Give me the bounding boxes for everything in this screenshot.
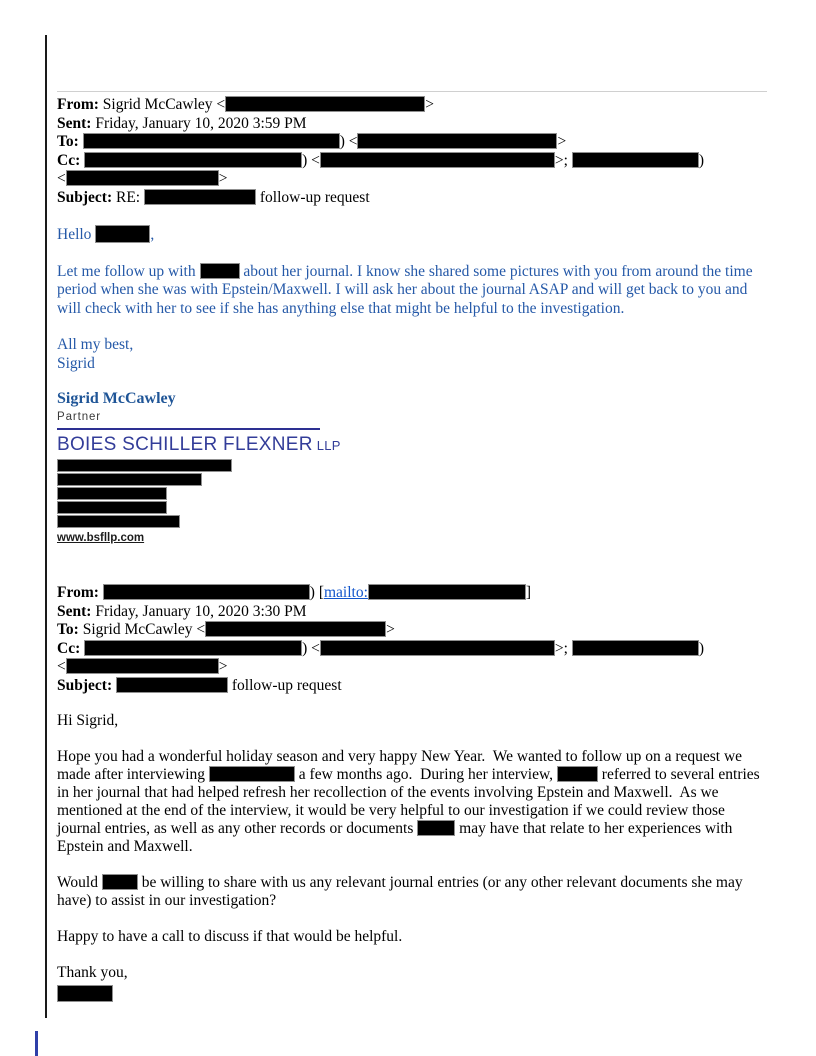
- email2-cc-wrap-line: [57, 658, 769, 677]
- email2-to-line: [57, 621, 769, 640]
- email2-closing: [57, 964, 769, 1002]
- email2-paragraph-2: [57, 874, 769, 910]
- email1-body: [57, 225, 769, 373]
- sent-value: Friday, January 10, 2020 3:30 PM: [91, 602, 307, 620]
- from-label: From:: [57, 96, 99, 113]
- redaction-bar: [83, 133, 340, 149]
- paragraph-text: a few months ago. During her interview,: [294, 766, 557, 783]
- redaction-bar: [205, 621, 386, 637]
- signature-title: Partner: [57, 411, 102, 423]
- redaction-bar: [66, 658, 219, 674]
- redaction-bar: [84, 640, 302, 656]
- redaction-bar: [57, 515, 180, 528]
- email1-from-line: [57, 96, 769, 115]
- to-close: >: [386, 621, 395, 638]
- cc-mid2: >;: [554, 151, 572, 169]
- cc-mid: ) <: [302, 639, 320, 657]
- redaction-bar: [144, 189, 256, 205]
- angle-close: >: [218, 170, 228, 187]
- subject-suffix: follow-up request: [227, 676, 342, 694]
- subject-prefix: RE:: [112, 188, 144, 206]
- sent-label: Sent:: [57, 602, 92, 620]
- signoff-line: All my best,: [57, 336, 134, 353]
- redaction-bar: [572, 640, 699, 656]
- firm-name: BOIES SCHILLER FLEXNER: [57, 434, 313, 455]
- bottom-left-blue-mark: [35, 1031, 38, 1056]
- email2-greeting: Hi Sigrid,: [57, 712, 119, 729]
- to-mid: ) <: [339, 133, 358, 150]
- signature-name: Sigrid McCawley: [57, 390, 176, 407]
- redaction-bar: [200, 263, 240, 279]
- redaction-bar: [225, 96, 425, 112]
- angle-close: >: [218, 658, 228, 675]
- mailto-link[interactable]: mailto:: [323, 584, 368, 601]
- sent-label: Sent:: [57, 114, 92, 132]
- email2-from-line: [57, 584, 769, 603]
- email2-body: [57, 712, 769, 1002]
- signature-divider: [57, 428, 320, 430]
- redaction-bar: [102, 874, 138, 890]
- email2-sent-line: [57, 603, 769, 622]
- redaction-bar: [320, 640, 555, 656]
- redaction-bar: [57, 985, 113, 1002]
- email1-greeting: [57, 225, 769, 245]
- firm-logo-text: [57, 433, 769, 457]
- email-document: [57, 0, 769, 1002]
- email2-paragraph-3: Happy to have a call to discuss if that would be helpful.: [57, 928, 403, 945]
- website-link[interactable]: www.bsfllp.com: [57, 532, 145, 544]
- redaction-bar: [116, 677, 228, 693]
- redaction-bar: [320, 152, 555, 168]
- greeting-text: Hello: [57, 226, 96, 243]
- to-close: >: [557, 133, 567, 150]
- redaction-bar: [103, 584, 310, 600]
- from-mid: ) [: [309, 584, 324, 601]
- sent-value: Friday, January 10, 2020 3:59 PM: [91, 114, 307, 132]
- cc-label: Cc:: [57, 639, 81, 657]
- signature-block: [57, 389, 769, 546]
- from-label: From:: [57, 584, 99, 601]
- email2-subject-line: [57, 677, 769, 696]
- redaction-bar: [209, 766, 295, 782]
- email1-subject-line: [57, 189, 769, 208]
- cc-mid: ) <: [302, 151, 320, 169]
- subject-label: Subject:: [57, 676, 113, 694]
- firm-suffix: LLP: [312, 438, 341, 453]
- paragraph-text: be willing to share with us any relevant journal entries (or any other relevant documents she may have) to assist in our investigation?: [57, 874, 747, 909]
- from-close: >: [425, 96, 434, 113]
- closing-text: Thank you,: [57, 964, 128, 981]
- redaction-bar: [417, 820, 455, 836]
- email1-paragraph: [57, 263, 769, 319]
- angle-open: <: [57, 658, 66, 675]
- email2-cc-line: [57, 640, 769, 659]
- subject-label: Subject:: [57, 188, 113, 206]
- redaction-bar: [357, 133, 557, 149]
- signature-redactions: [57, 459, 769, 528]
- greeting-comma: ,: [150, 226, 155, 243]
- cc-label: Cc:: [57, 151, 81, 169]
- email1-signoff: [57, 336, 769, 373]
- cc-mid2: >;: [554, 639, 572, 657]
- cc-close: ): [698, 639, 705, 657]
- top-divider: [57, 91, 767, 92]
- paragraph-text: about her journal. I know she shared some pictures with you from around the time period when she was with Epstein/Maxwell. I will ask her about the journal ASAP and will get back to you and will check with her to see if she has anything else that might be helpful to the investigation.: [57, 262, 757, 317]
- redaction-bar: [84, 152, 302, 168]
- email1-sent-line: [57, 115, 769, 134]
- from-value: Sigrid McCawley <: [98, 96, 226, 113]
- redaction-bar: [57, 459, 232, 472]
- email2-paragraph-1: [57, 748, 769, 856]
- subject-suffix: follow-up request: [255, 188, 370, 206]
- redaction-bar: [66, 170, 219, 186]
- redaction-bar: [368, 584, 526, 600]
- to-label: To:: [57, 621, 79, 638]
- paragraph-text: Would: [57, 874, 102, 891]
- to-label: To:: [57, 133, 79, 150]
- from-close: ]: [525, 584, 532, 601]
- redaction-bar: [95, 225, 150, 243]
- left-margin-line: [45, 35, 47, 1018]
- angle-open: <: [57, 170, 66, 187]
- paragraph-text: may have that relate to her experiences with Epstein and Maxwell.: [57, 820, 737, 855]
- redaction-bar: [57, 501, 167, 514]
- paragraph-text: referred to several entries in her journal that had helped refresh her recollection of the events involving Epstein and Maxwell. As we mentioned at the end of the interview, it would be very helpful to our investigation if we could review those journal entries, as well as any other records or documents: [57, 766, 764, 837]
- redaction-bar: [572, 152, 699, 168]
- redaction-bar: [557, 766, 598, 782]
- signoff-name: Sigrid: [57, 354, 95, 372]
- email1-cc-line: [57, 152, 769, 171]
- redaction-bar: [57, 473, 202, 486]
- paragraph-text: Hope you had a wonderful holiday season and very happy New Year. We wanted to follow up on a request we made after interviewing: [57, 748, 746, 783]
- paragraph-text: Let me follow up with: [57, 262, 200, 280]
- email2-header: [57, 584, 769, 695]
- cc-close: ): [698, 151, 705, 169]
- email1-to-line: [57, 133, 769, 152]
- email1-cc-wrap-line: [57, 170, 769, 189]
- redaction-bar: [57, 487, 167, 500]
- email1-header: [57, 96, 769, 207]
- to-value: Sigrid McCawley <: [78, 621, 206, 638]
